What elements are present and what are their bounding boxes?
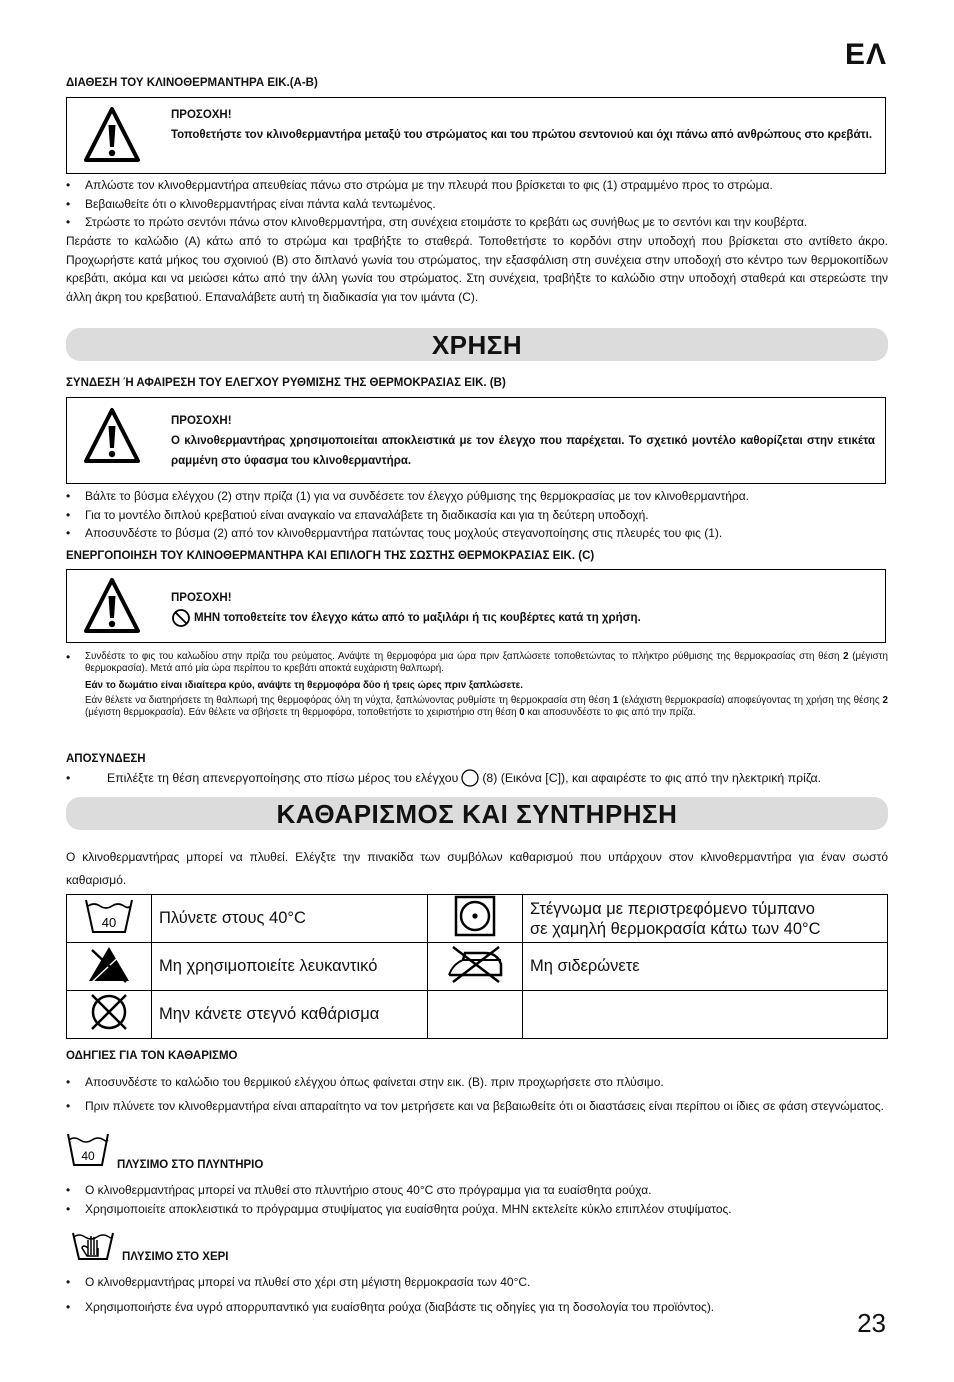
hand-wash-icon	[70, 1226, 116, 1262]
table-cell	[428, 991, 523, 1039]
warning-text: Ο κλινοθερμαντήρας χρησιμοποιείται αποκλειστικά με τον έλεγχο που παρέχεται. Το σχετικό μοντέλο καθορίζεται στην ετικέτα ραμμένη στο ύφασμα του κλινοθερμαντήρα.	[171, 435, 875, 467]
list-item: Ο κλινοθερμαντήρας μπορεί να πλυθεί στο χέρι στη μέγιστη θερμοκρασία των 40°C.	[85, 1275, 531, 1289]
no-dry-clean-icon	[87, 991, 131, 1033]
table-row	[67, 991, 888, 1039]
connect-heading: ΣΥΝΔΕΣΗ Ή ΑΦΑΙΡΕΣΗ ΤΟΥ ΕΛΕΓΧΟΥ ΡΥΘΜΙΣΗΣ ΤΗΣ ΘΕΡΜΟΚΡΑΣΙΑΣ ΕΙΚ. (B)	[66, 377, 506, 389]
warning-triangle-icon	[83, 106, 141, 164]
language-label: ΕΛ	[844, 38, 887, 71]
warning-title: ΠΡΟΣΟΧΗ!	[171, 592, 232, 604]
section-band-use: ΧΡΗΣΗ	[66, 328, 888, 361]
use-warning-box	[66, 397, 886, 484]
table-row	[67, 895, 888, 943]
prohibited-icon	[171, 608, 191, 628]
machine-wash-heading: ΠΛΥΣΙΜΟ ΣΤΟ ΠΛΥΝΤΗΡΙΟ	[117, 1159, 264, 1171]
tumble-dry-low-icon	[454, 895, 496, 937]
instructions-heading: ΟΔΗΓΙΕΣ ΓΙΑ ΤΟΝ ΚΑΘΑΡΙΣΜΟ	[66, 1050, 238, 1062]
list-item: Βεβαιωθείτε ότι ο κλινοθερμαντήρας είναι πάντα καλά τεντωμένος.	[85, 196, 436, 211]
table-cell	[67, 991, 152, 1039]
table-cell: Μη σιδερώνετε	[523, 943, 888, 991]
cold-room-note: Εάν το δωμάτιο είναι ιδιαίτερα κρύο, ανάψτε τη θερμοφόρα δύο ή τρεις ώρες πριν ξαπλώσετε.	[85, 680, 523, 691]
use-bullet-list: • Βάλτε το βύσμα ελέγχου (2) στην πρίζα (1) για να συνδέσετε τον έλεγχο ρύθμισης της θερμοκρασίας με τον κλινοθερμαντήρα. • Για το μοντέλο διπλού κρεβατιού είναι αναγκαίο να επαναλάβετε τη διαδικασία και για τη δεύτερη υποδοχή. • Αποσυνδέστε το βύσμα (2) από τον κλινοθερμαντήρα πατώντας τους μοχλούς στεγανοποίησης στις πλευρές του φις (1).	[66, 487, 888, 543]
care-symbols-table	[66, 894, 888, 1039]
table-cell	[67, 895, 152, 943]
list-item: Στρώστε το πρώτο σεντόνι πάνω στον κλινοθερμαντήρα, στη συνέχεια ετοιμάστε το κρεβάτι ως συνήθως με το σεντόνι και την κουβέρτα.	[85, 215, 808, 229]
section-band-cleaning: ΚΑΘΑΡΙΣΜΟΣ ΚΑΙ ΣΥΝΤΗΡΗΣΗ	[66, 797, 888, 830]
svg-text:40: 40	[101, 915, 117, 930]
warning-text: Τοποθετήστε τον κλινοθερμαντήρα μεταξύ του στρώματος και του πρώτου σεντονιού και όχι πάνω από ανθρώπους στο κρεβάτι.	[171, 129, 873, 141]
disconnect-heading: ΑΠΟΣΥΝΔΕΣΗ	[66, 753, 146, 765]
warning-triangle-icon	[83, 577, 141, 635]
machine-wash-list: • Ο κλινοθερμαντήρας μπορεί να πλυθεί στο πλυντήριο στους 40°C στο πρόγραμμα για τα ευαίσθητα ρούχα. • Χρησιμοποιείτε αποκλειστικά το πρόγραμμα στυψίματος για ευαίσθητα ρούχα. ΜΗΝ εκτελείτε κύκλο επιπλέον στυψίματος.	[66, 1181, 888, 1218]
placement-bullet-list: • Απλώστε τον κλινοθερμαντήρα απευθείας πάνω στο στρώμα με την πλευρά που βρίσκεται το φις (1) στραμμένο προς το στρώμα. • Βεβαιωθείτε ότι ο κλινοθερμαντήρας είναι πάντα καλά τεντωμένος. • Στρώστε το πρώτο σεντόνι πάνω στον κλινοθερμαντήρα, στη συνέχεια ετοιμάστε το κρεβάτι ως συνήθως με το σεντόνι και την κουβέρτα.	[66, 176, 888, 232]
list-item: Χρησιμοποιείτε αποκλειστικά το πρόγραμμα στυψίματος για ευαίσθητα ρούχα. ΜΗΝ εκτελείτε κύκλο επιπλέον στυψίματος.	[85, 1201, 732, 1216]
warning-text: ΜΗΝ τοποθετείτε τον έλεγχο κάτω από το μαξιλάρι ή τις κουβέρτες κατά τη χρήση.	[194, 612, 641, 624]
placement-heading: ΔΙΑΘΕΣΗ ΤΟΥ ΚΛΙΝΟΘΕΡΜΑΝΤΗΡΑ ΕΙΚ.(A-B)	[66, 77, 318, 89]
list-item: Βάλτε το βύσμα ελέγχου (2) στην πρίζα (1) για να συνδέσετε τον έλεγχο ρύθμισης της θερμοκρασίας με τον κλινοθερμαντήρα.	[85, 489, 750, 503]
wash-40-icon	[66, 1132, 110, 1168]
table-cell: Μην κάνετε στεγνό καθάρισμα	[152, 991, 428, 1039]
night-use-note: Εάν θέλετε να διατηρήσετε τη θαλπωρή της θερμοφόρας όλη τη νύχτα, ξαπλώνοντας ρυθμίστε τη θερμοκρασία στη θέση 1 (ελάχιστη θερμοκρασία) αποφεύγοντας τη χρήση της θέσης 2 (μέγιστη θερμοκρασία). Εάν θέλετε να σβήσετε τη θερμοφόρα, τοποθετήστε το χειριστήριο στη θέση 0 και αποσυνδέστε το φις από την πρίζα.	[85, 695, 888, 718]
activate-heading: ΕΝΕΡΓΟΠΟΙΗΣΗ ΤΟΥ ΚΛΙΝΟΘΕΡΜΑΝΤΗΡΑ ΚΑΙ ΕΠΙΛΟΓΗ ΤΗΣ ΣΩΣΤΗΣ ΘΕΡΜΟΚΡΑΣΙΑΣ ΕΙΚ. (C)	[66, 550, 595, 562]
list-item: Απλώστε τον κλινοθερμαντήρα απευθείας πάνω στο στρώμα με την πλευρά που βρίσκεται το φις (1) στραμμένο προς το στρώμα.	[85, 178, 773, 192]
placement-warning-box	[66, 97, 886, 174]
table-cell	[428, 943, 523, 991]
table-cell: Μη χρησιμοποιείτε λευκαντικό	[152, 943, 428, 991]
placement-paragraph: Περάστε το καλώδιο (A) κάτω από το στρώμα και τραβήξτε το σταθερά. Τοποθετήστε το κορδόνι στην υποδοχή που βρίσκεται στο αντίθετο άκρο. Προχωρήστε κατά μήκος του σχοινιού (B) στο διπλανό γωνία του στρώματος, την εξασφάλιση στη συνέχεια στην υποδοχή στο κέντρο των θερμοκοιτίδων κρεβάτι, ακόμα και να μειώσει κάτω από την άλλη γωνία του στρώματος. Στη συνέχεια, τραβήξτε το καλώδιο στην υποδοχή σταθερά και στερεώστε την άλλη άκρη του κρεβατιού. Επαναλάβετε αυτή τη διαδικασία για τον ιμάντα (C).	[66, 234, 888, 304]
table-cell: Στέγνωμα με περιστρεφόμενο τύμπανο σε χαμηλή θερμοκρασία κάτω των 40°C	[523, 895, 888, 943]
cleaning-intro: Ο κλινοθερμαντήρας μπορεί να πλυθεί. Ελέγξτε την πινακίδα των συμβόλων καθαρισμού που υπάρχουν στον κλινοθερμαντήρα για έναν σωστό καθαρισμό.	[66, 850, 888, 887]
list-item: Αποσυνδέστε το βύσμα (2) από τον κλινοθερμαντήρα πατώντας τους μοχλούς στεγανοποίησης στις πλευρές του φις (1).	[85, 526, 723, 540]
hand-wash-heading: ΠΛΥΣΙΜΟ ΣΤΟ ΧΕΡΙ	[122, 1251, 229, 1263]
list-item: Χρησιμοποιήστε ένα υγρό απορρυπαντικό για ευαίσθητα ρούχα (διαβάστε τις οδηγίες για τη δοσολογία του προϊόντος).	[85, 1299, 715, 1314]
table-row	[67, 943, 888, 991]
warning-title: ΠΡΟΣΟΧΗ!	[171, 109, 232, 121]
activate-instructions: • Συνδέστε το φις του καλωδίου στην πρίζα του ρεύματος. Ανάψτε τη θερμοφόρα μια ώρα πριν ξαπλώσετε τοποθετώντας το πλήκτρο ρύθμισης της θερμοκρασίας στη θέση 2 (μέγιστη θερμοκρασία). Μετά από μία ώρα περίπου το κρεβάτι αποκτά ευχάριστη θαλπωρή. Εάν το δωμάτιο είναι ιδιαίτερα κρύο, ανάψτε τη θερμοφόρα δύο ή τρεις ώρες πριν ξαπλώσετε. Εάν θέλετε να διατηρήσετε τη θαλπωρή της θερμοφόρας όλη τη νύχτα, ξαπλώνοντας ρυθμίστε τη θερμοκρασία στη θέση 1 (ελάχιστη θερμοκρασία) αποφεύγοντας τη χρήση της θέσης 2 (μέγιστη θερμοκρασία). Εάν θέλετε να σβήσετε τη θερμοφόρα, τοποθετήστε το χειριστήριο στη θέση 0 και αποσυνδέστε το φις από την πρίζα.	[66, 650, 888, 718]
instructions-list: • Αποσυνδέστε το καλώδιο του θερμικού ελέγχου όπως φαίνεται στην εικ. (B). πριν προχωρήσετε στο πλύσιμο. • Πριν πλύνετε τον κλινοθερμαντήρα είναι απαραίτητο να τον μετρήσετε και να βεβαιωθείτε ότι οι διαστάσεις είναι περίπου οι ίδιες σε φάση στεγνώματος.	[66, 1073, 888, 1115]
svg-text:40: 40	[81, 1149, 95, 1163]
table-cell	[428, 895, 523, 943]
list-item: Αποσυνδέστε το καλώδιο του θερμικού ελέγχου όπως φαίνεται στην εικ. (B). πριν προχωρήσετε στο πλύσιμο.	[85, 1075, 664, 1089]
hand-wash-list: • Ο κλινοθερμαντήρας μπορεί να πλυθεί στο χέρι στη μέγιστη θερμοκρασία των 40°C. • Χρησιμοποιήστε ένα υγρό απορρυπαντικό για ευαίσθητα ρούχα (διαβάστε τις οδηγίες για τη δοσολογία του προϊόντος).	[66, 1273, 888, 1316]
standby-icon	[460, 768, 480, 788]
table-cell	[67, 943, 152, 991]
warning-title: ΠΡΟΣΟΧΗ!	[171, 415, 232, 427]
table-cell	[523, 991, 888, 1039]
no-iron-icon	[445, 944, 505, 984]
page-number: 23	[857, 1308, 886, 1338]
list-item: Για το μοντέλο διπλού κρεβατιού είναι αναγκαίο να επαναλάβετε τη διαδικασία και για τη δεύτερη υποδοχή.	[85, 507, 649, 522]
activate-warning-box	[66, 569, 886, 643]
wash-40-icon	[83, 896, 135, 936]
list-item: Συνδέστε το φις του καλωδίου στην πρίζα του ρεύματος. Ανάψτε τη θερμοφόρα μια ώρα πριν ξαπλώσετε τοποθετώντας το πλήκτρο ρύθμισης της θερμοκρασίας στη θέση 2 (μέγιστη θερμοκρασία). Μετά από μία ώρα περίπου το κρεβάτι αποκτά ευχάριστη θαλπωρή.	[85, 651, 888, 674]
list-item: Πριν πλύνετε τον κλινοθερμαντήρα είναι απαραίτητο να τον μετρήσετε και να βεβαιωθείτε ότι οι διαστάσεις είναι περίπου οι ίδιες σε φάση στεγνώματος.	[85, 1098, 885, 1113]
no-bleach-icon	[86, 944, 132, 984]
warning-triangle-icon	[83, 407, 141, 465]
list-item: Ο κλινοθερμαντήρας μπορεί να πλυθεί στο πλυντήριο στους 40°C στο πρόγραμμα για τα ευαίσθητα ρούχα.	[85, 1183, 652, 1197]
table-cell: Πλύνετε στους 40°C	[152, 895, 428, 943]
disconnect-line: • Επιλέξτε τη θέση απενεργοποίησης στο πίσω μέρος του ελέγχου (8) (Εικόνα [C]), και αφαιρέστε το φις από την ηλεκτρική πρίζα.	[66, 768, 888, 788]
